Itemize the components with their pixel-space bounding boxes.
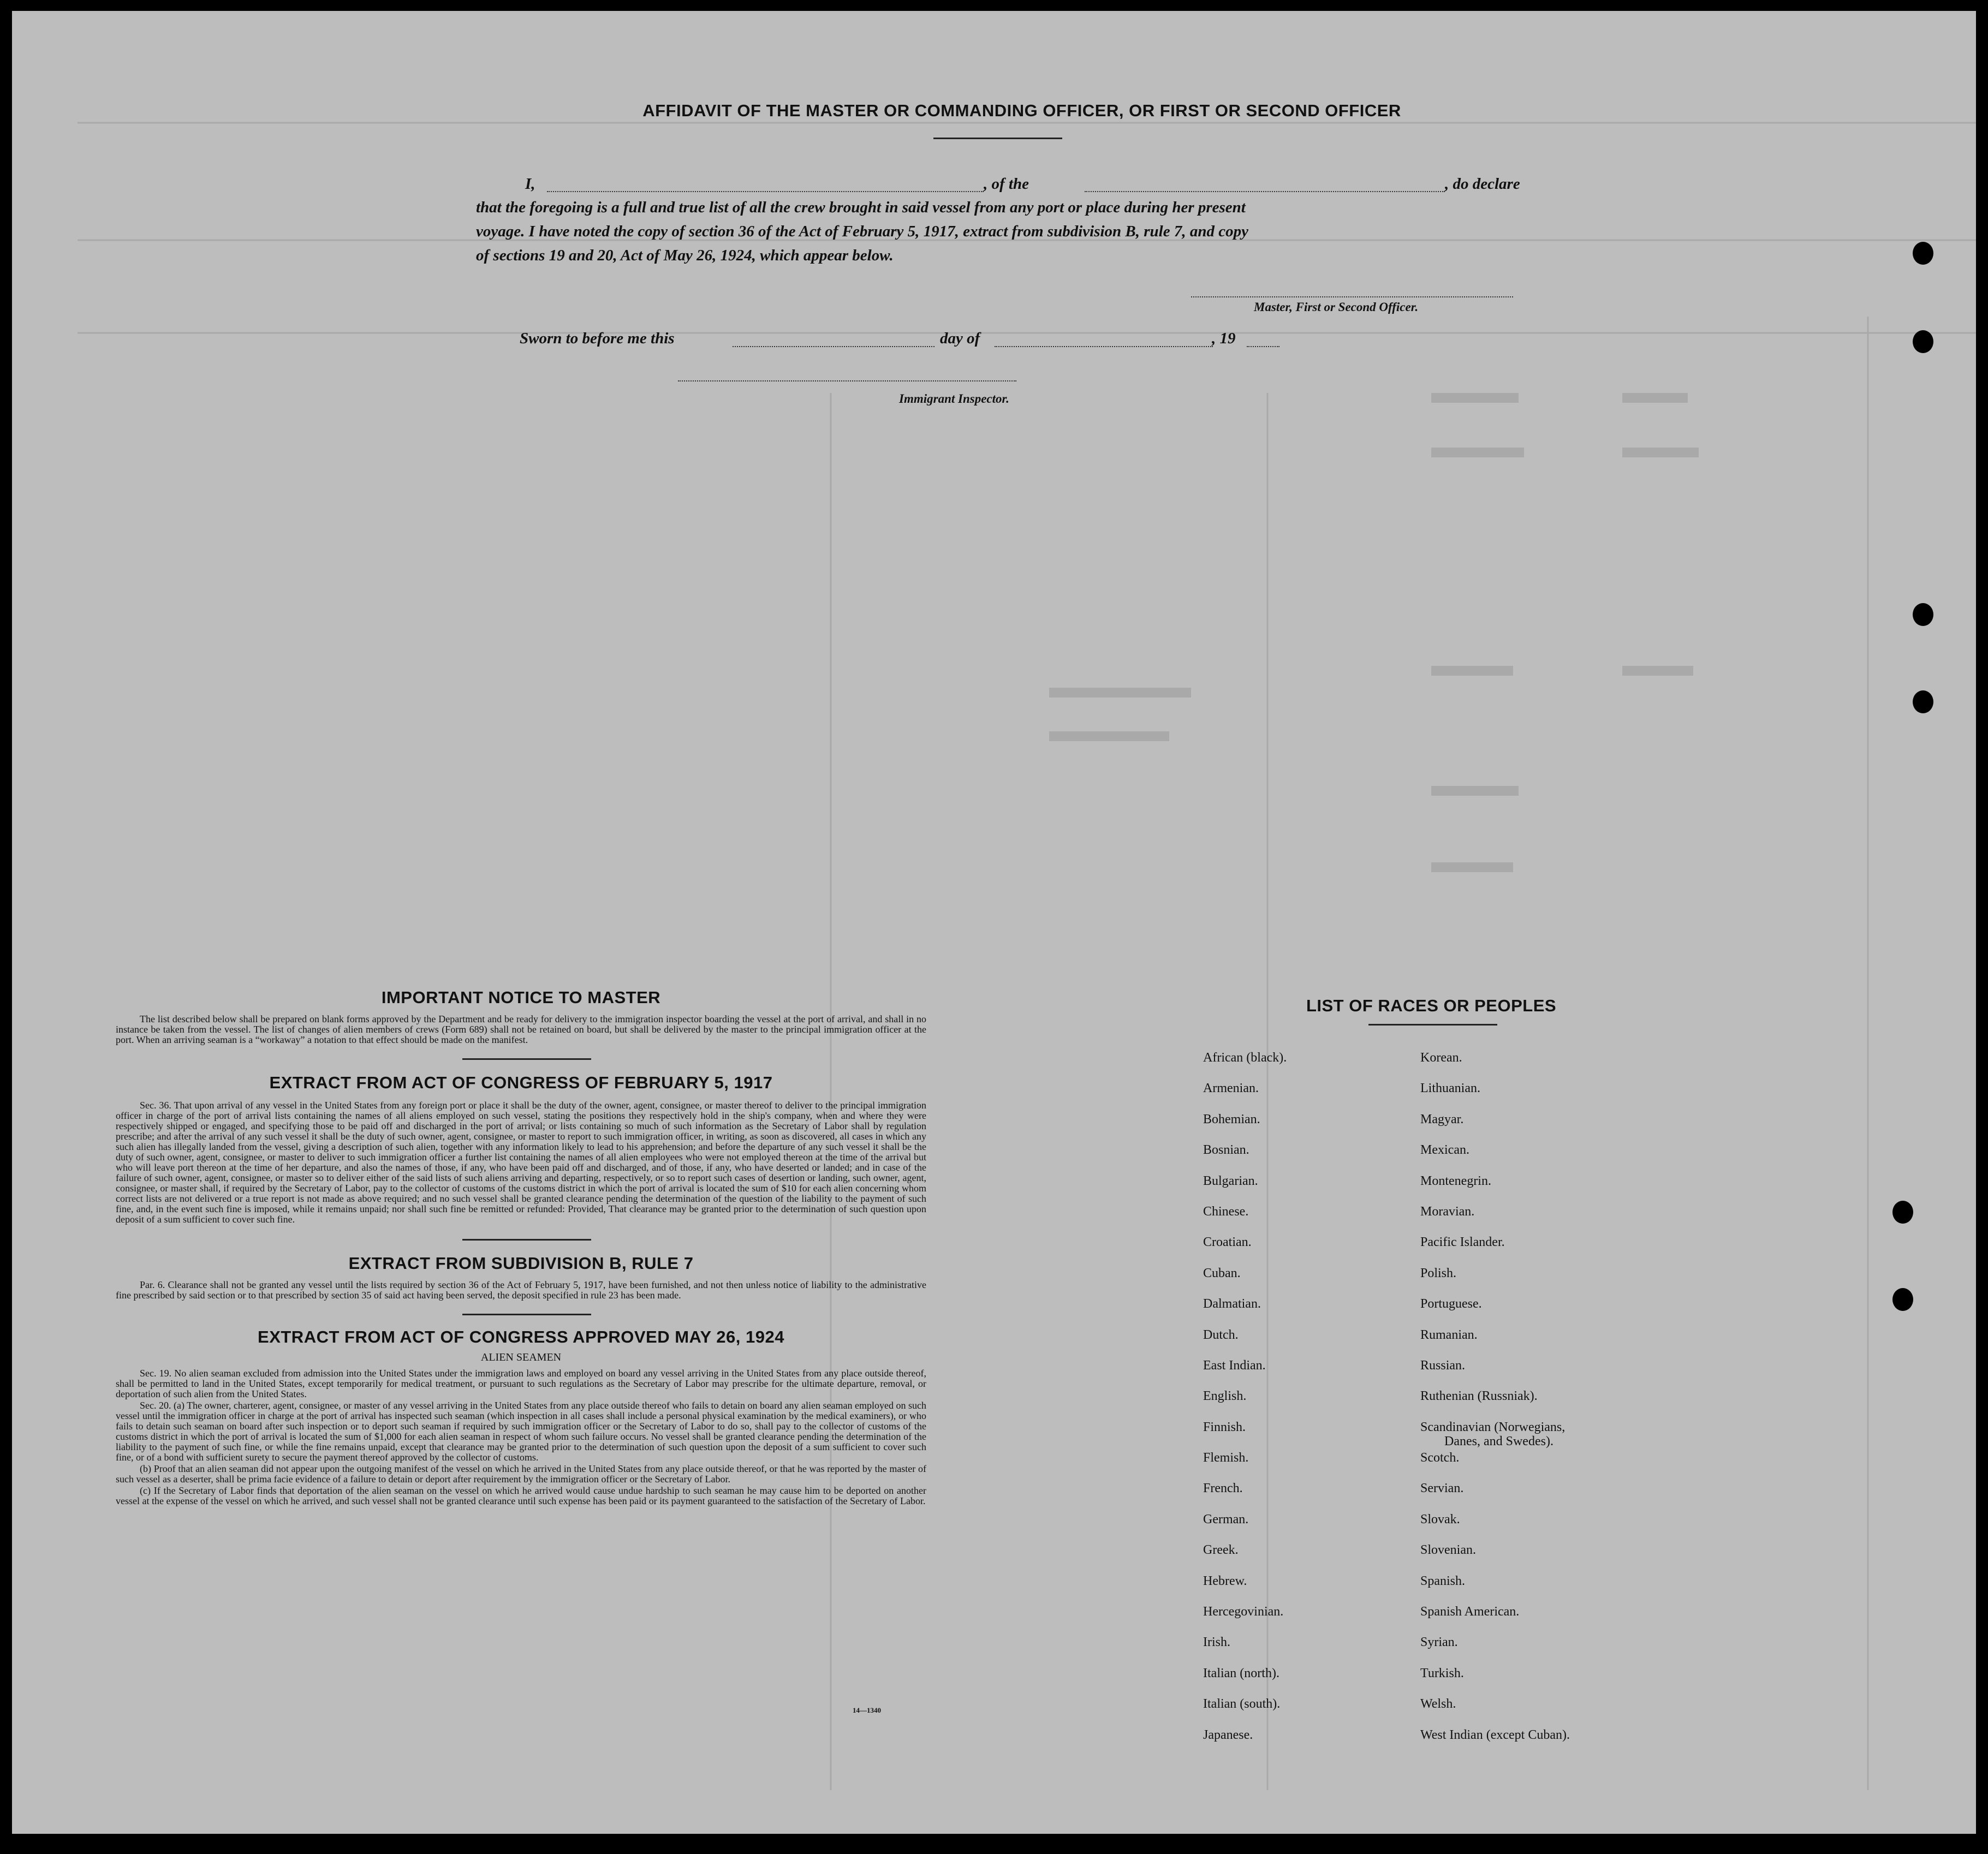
race-item: Mexican. (1420, 1143, 1469, 1158)
blank-day (733, 346, 935, 347)
divider (1368, 1024, 1497, 1026)
race-item: Lithuanian. (1420, 1081, 1480, 1096)
extract-1924-sec19: Sec. 19. No alien seaman excluded from admission into the United States under the immigration laws and employed on board any vessel arriving in the United States from any place outside thereof, shall be permitted to land in the United States, except temporarily for medical treatment, or pursuant to such regulations as the Secretary of Labor may prescribe for the ultimate departure, removal, or deportation of such alien from the United States. (116, 1368, 926, 1399)
blank-name (547, 191, 984, 192)
extract-1924-title: EXTRACT FROM ACT OF CONGRESS APPROVED MAY 26, 1924 (258, 1327, 784, 1346)
race-item: Flemish. (1203, 1451, 1249, 1465)
extract-1917-sec36: Sec. 36. That upon arrival of any vessel in the United States from any foreign port or place it shall be the duty of the owner, agent, consignee, or master thereof to deliver to the principal immigration officer in charge of the port of arrival lists containing the names of all aliens employed on such vessel, stating the positions they respectively hold in the ship's company, when and where they were respectively shipped or engaged, and specifying those to be paid off and discharged in the port of arrival; or lists containing so much of such information as the Secretary of Labor shall by regulation prescribe; and after the arrival of any such vessel it shall be the duty of such owner, agent, consignee, or master to report to such immigration officer, in writing, as soon as discovered, all cases in which any such alien has illegally landed from the vessel, giving a description of such alien, together with any information likely to lead to his apprehension; and before the departure of any such vessel it shall be the duty of such owner, agent, consignee, or master to deliver to such immigration officer a further list containing the names of all alien employees who were not employed thereon at the time of the arrival but who will leave port thereon at the time of her departure, and also the names of those, if any, who have been paid off and discharged, and of those, if any, who have deserted or landed; and in case of the failure of such owner, agent, consignee, or master so to deliver either of the said lists of such aliens arriving and departing, respectively, or so to report such cases of desertion or landing, such owner, agent, consignee, or master shall, if required by the Secretary of Labor, pay to the collector of customs of the customs district in which the port of arrival is located the sum of $10 for each alien concerning whom correct lists are not delivered or a true report is not made as above required; and no such vessel shall be granted clearance pending the determination of the question of the liability to the payment of such fine, and, in the event such fine is imposed, while it remains unpaid; nor shall such fine be remitted or refunded: Provided, That clearance may be granted prior to the determination of such question upon deposit of a sum sufficient to cover such fine. (116, 1100, 926, 1225)
race-item: Hebrew. (1203, 1573, 1247, 1588)
affidavit-i: I, (525, 175, 535, 193)
race-item: Greek. (1203, 1543, 1239, 1558)
race-item: Italian (north). (1203, 1666, 1279, 1680)
affidavit-line-2: that the foregoing is a full and true list of all the crew brought in said vessel from any port or place during her present (476, 199, 1246, 216)
race-item: Dutch. (1203, 1327, 1239, 1342)
race-item: French. (1203, 1481, 1243, 1496)
race-item: Korean. (1420, 1051, 1462, 1065)
rule7-title: EXTRACT FROM SUBDIVISION B, RULE 7 (348, 1254, 694, 1273)
race-item: Servian. (1420, 1481, 1464, 1496)
blank-vessel (1085, 191, 1445, 192)
divider (462, 1314, 591, 1315)
extract-1924-sec20c: (c) If the Secretary of Labor finds that deportation of the alien seaman on the vessel on which he arrived would cause undue hardship to such seaman he may cause him to be deported on another vessel at the expense of the vessel on which he arrived, and such vessel shall not be granted clearance until such expense has been paid or its payment guaranteed to the satisfaction of the Secretary of Labor. (116, 1485, 926, 1506)
sworn-label: Sworn to before me this (520, 330, 675, 347)
race-item: Ruthenian (Russniak). (1420, 1389, 1538, 1404)
race-item: African (black). (1203, 1051, 1287, 1065)
race-item: Turkish. (1420, 1666, 1464, 1680)
race-item: Croatian. (1203, 1235, 1252, 1250)
race-item: Chinese. (1203, 1204, 1249, 1219)
race-item: Russian. (1420, 1358, 1466, 1373)
rule7-text: Par. 6. Clearance shall not be granted any vessel until the lists required by section 36 of the Act of February 5, 1917, have been furnished, and not then unless notice of liability to the administrative fine prescribed by said section or to that prescribed by section 35 of said act having been served, the deposit specified in rule 23 has been made. (116, 1279, 926, 1301)
punch-hole (1913, 603, 1933, 626)
race-item: Slovak. (1420, 1512, 1460, 1527)
race-item: Hercegovinian. (1203, 1605, 1284, 1619)
race-item: West Indian (except Cuban). (1420, 1727, 1570, 1742)
affidavit-line-4: of sections 19 and 20, Act of May 26, 1924, which appear below. (476, 247, 894, 264)
race-item: Bosnian. (1203, 1143, 1249, 1158)
race-item: Armenian. (1203, 1081, 1259, 1096)
race-item: Cuban. (1203, 1266, 1241, 1280)
races-column-2 (1420, 1042, 1570, 1750)
divider (933, 138, 1062, 139)
race-item: Rumanian. (1420, 1327, 1478, 1342)
affidavit-declare: , do declare (1445, 175, 1520, 193)
race-item: Bohemian. (1203, 1112, 1260, 1126)
race-item: Scandinavian (Norwegians, Danes, and Swedes). (1420, 1412, 1570, 1442)
race-item: Montenegrin. (1420, 1173, 1491, 1188)
affidavit-of-the: , of the (984, 175, 1029, 193)
race-item: Spanish. (1420, 1573, 1466, 1588)
race-item: Dalmatian. (1203, 1297, 1261, 1311)
blank-month (995, 346, 1213, 347)
day-of-label: day of (940, 330, 980, 347)
master-signature-label: Master, First or Second Officer. (1254, 300, 1419, 314)
affidavit-line-3: voyage. I have noted the copy of section 36 of the Act of February 5, 1917, extract from subdivision B, rule 7, and copy (476, 223, 1248, 240)
race-item: German. (1203, 1512, 1249, 1527)
race-item: Bulgarian. (1203, 1173, 1258, 1188)
race-item: English. (1203, 1389, 1247, 1404)
punch-hole (1892, 1288, 1913, 1311)
race-item: Magyar. (1420, 1112, 1464, 1126)
extract-1924-subtitle: ALIEN SEAMEN (480, 1351, 562, 1363)
race-item: Polish. (1420, 1266, 1457, 1280)
race-item: Slovenian. (1420, 1543, 1476, 1558)
divider (462, 1239, 591, 1241)
master-signature-line (1191, 296, 1513, 297)
race-item: Japanese. (1203, 1727, 1253, 1742)
notice-text: The list described below shall be prepared on blank forms approved by the Department and be ready for delivery to the immigration inspector boarding the vessel at the port of arrival, and shall in no instance be taken from the vessel. The list of changes of alien members of crews (Form 689) shall not be retained on board, but shall be delivered by the master to the principal immigration officer at the port. When an arriving seaman is a “workaway” a notation to that effect should be made on the manifest. (116, 1014, 926, 1045)
extract-1917-title: EXTRACT FROM ACT OF CONGRESS OF FEBRUARY 5, 1917 (269, 1073, 773, 1092)
punch-hole (1892, 1201, 1913, 1224)
race-item: Moravian. (1420, 1204, 1475, 1219)
races-column-1 (1203, 1042, 1287, 1750)
race-item: Finnish. (1203, 1420, 1246, 1434)
race-item-continuation: Danes, and Swedes). (1444, 1434, 1554, 1449)
bleed-through-manifest-texture (12, 11, 1976, 1834)
extract-1924-sec20a: Sec. 20. (a) The owner, charterer, agent, consignee, or master of any vessel arriving in the United States from any place outside thereof who fails to detain on board any alien seaman employed on such vessel until the immigration officer in charge at the port of arrival has inspected such seaman (which inspection in all cases shall include a personal physical examination by the medical examiners), or who fails to detain such seaman on board after such inspection or to deport such seaman if required by such immigration officer or the Secretary of Labor to do so, shall pay to the collector of customs of the customs district in which the port of arrival is located the sum of $1,000 for each alien seaman in respect of whom such failure occurs. No vessel shall be granted clearance pending the determination of the liability to the payment of such fine, or while the fine remains unpaid, except that clearance may be granted prior to the determination of such question upon the deposit of a sum sufficient to cover such fine, or of a bond with sufficient surety to secure the payment thereof approved by the collector of customs. (116, 1400, 926, 1463)
document-page (12, 11, 1976, 1834)
blank-year (1247, 346, 1279, 347)
race-item: East Indian. (1203, 1358, 1266, 1373)
race-item: Welsh. (1420, 1697, 1456, 1712)
form-number: 14—1340 (853, 1706, 881, 1714)
year-label: , 19 (1212, 330, 1236, 347)
races-title: LIST OF RACES OR PEOPLES (1306, 996, 1557, 1015)
punch-hole (1913, 330, 1933, 353)
affidavit-title: AFFIDAVIT OF THE MASTER OR COMMANDING OFFICER, OR FIRST OR SECOND OFFICER (642, 101, 1401, 120)
extract-1924-sec20b: (b) Proof that an alien seaman did not appear upon the outgoing manifest of the vessel on which he arrived in the United States from any place outside thereof, or that he was reported by the master of such vessel as a deserter, shall be prima facie evidence of a failure to detain or deport after requirement by the immigration officer or the Secretary of Labor. (116, 1463, 926, 1485)
punch-hole (1913, 690, 1933, 713)
race-item: Portuguese. (1420, 1297, 1482, 1311)
inspector-signature-line (678, 380, 1016, 381)
race-item: Syrian. (1420, 1635, 1458, 1650)
left-notices (116, 988, 926, 1507)
race-item: Scotch. (1420, 1451, 1460, 1465)
race-item: Irish. (1203, 1635, 1230, 1650)
notice-title: IMPORTANT NOTICE TO MASTER (381, 988, 661, 1007)
race-item: Italian (south). (1203, 1697, 1281, 1712)
divider (462, 1058, 591, 1060)
race-item: Spanish American. (1420, 1605, 1520, 1619)
punch-hole (1913, 242, 1933, 265)
inspector-label: Immigrant Inspector. (899, 392, 1009, 406)
race-item: Pacific Islander. (1420, 1235, 1505, 1250)
